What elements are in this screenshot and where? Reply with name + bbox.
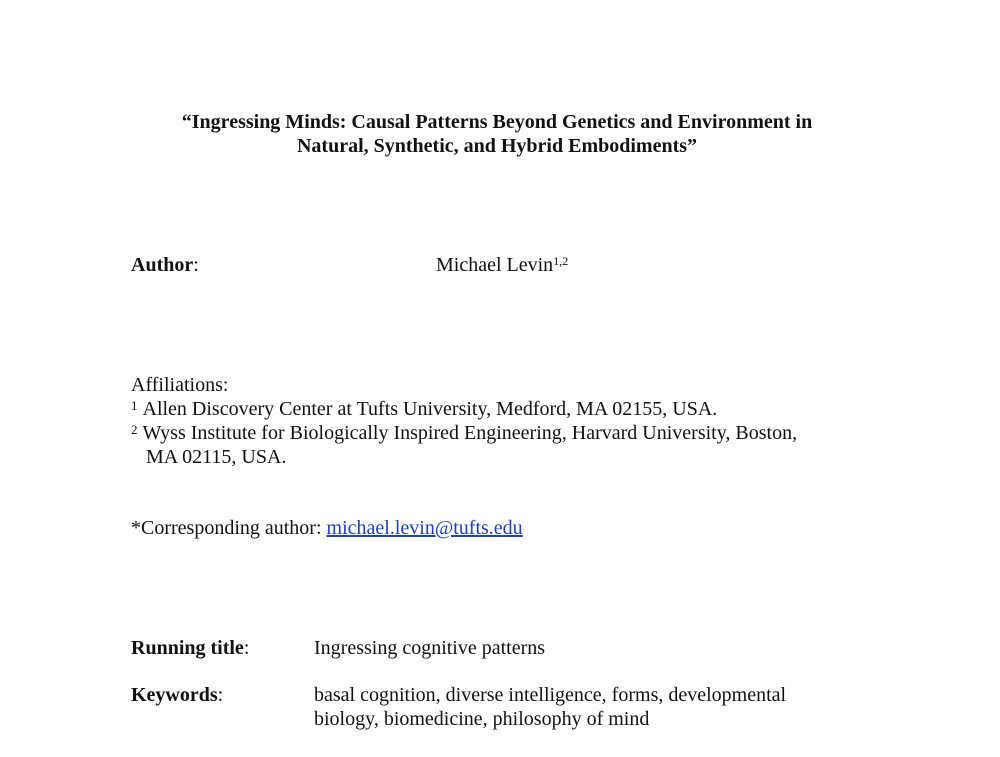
author-name-row	[436, 253, 568, 277]
paper-title	[60, 110, 934, 158]
corresponding-author	[131, 516, 523, 540]
author-name: Michael Levin	[436, 254, 554, 276]
keywords-label: Keywords	[131, 684, 218, 706]
running-title-label: Running title	[131, 637, 244, 659]
corresponding-author-email-link[interactable]: michael.levin@tufts.edu	[326, 517, 523, 539]
author-label-colon: :	[193, 254, 199, 276]
affiliation-1-text: Allen Discovery Center at Tufts University, Medford, MA 02155, USA.	[142, 398, 718, 420]
affiliation-2	[131, 421, 797, 445]
running-title-label-row	[131, 636, 249, 660]
affiliations-heading: Affiliations:	[131, 374, 229, 396]
running-title-colon: :	[243, 637, 250, 659]
affiliation-2-text-line-1: Wyss Institute for Biologically Inspired Engineering, Harvard University, Boston,	[142, 422, 798, 444]
paper-title-line-1: “Ingressing Minds: Causal Patterns Beyond Genetics and Environment in	[181, 111, 813, 133]
paper-title-line-2: Natural, Synthetic, and Hybrid Embodiments”	[296, 135, 698, 157]
keywords-label-row	[131, 683, 223, 707]
affiliation-1	[131, 397, 717, 421]
affiliation-2-text-line-2: MA 02115, USA.	[146, 446, 287, 468]
affiliation-1-number: 1	[131, 398, 138, 413]
author-label: Author	[131, 254, 194, 276]
author-affiliation-refs: 1,2	[553, 254, 569, 268]
running-title-value: Ingressing cognitive patterns	[314, 637, 546, 659]
keywords-line-2: biology, biomedicine, philosophy of mind	[314, 708, 650, 730]
keywords-colon: :	[217, 684, 224, 706]
corresponding-author-label: *Corresponding author:	[131, 517, 327, 539]
keywords-line-1: basal cognition, diverse intelligence, forms, developmental	[314, 684, 787, 706]
affiliation-2-number: 2	[131, 422, 138, 437]
author-label-row	[131, 253, 199, 277]
